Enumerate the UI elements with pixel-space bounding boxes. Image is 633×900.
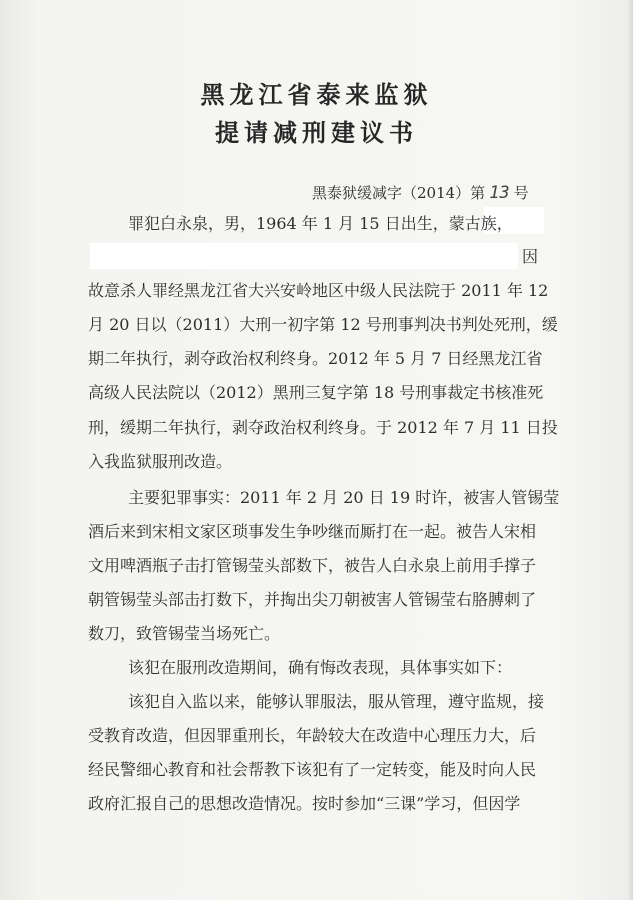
body-line: 该犯在服刑改造期间，确有悔改表现，具体事实如下：	[128, 658, 513, 677]
document-number	[312, 182, 529, 203]
body-line: 因	[522, 247, 539, 266]
document-title-prison: 黑龙江省泰来监狱	[200, 81, 433, 109]
body-line: 期二年执行，剥夺政治权利终身。2012 年 5 月 7 日经黑龙江省	[88, 349, 543, 368]
body-line: 刑，缓期二年执行，剥夺政治权利终身。于 2012 年 7 月 11 日投	[88, 418, 558, 437]
body-line: 政府汇报自己的思想改造情况。按时参加“三课”学习，但因学	[88, 794, 521, 813]
body-line: 故意杀人罪经黑龙江省大兴安岭地区中级人民法院于 2011 年 12	[88, 281, 549, 300]
document-number-suffix: 号	[513, 184, 529, 202]
redaction-box	[90, 243, 518, 269]
document-title-type: 提请减刑建议书	[215, 119, 418, 147]
body-line: 文用啤酒瓶子击打管锡莹头部数下，被告人白永泉上前用手撑子	[88, 556, 537, 575]
body-line: 朝管锡莹头部击打数下，并掏出尖刀朝被害人管锡莹右胳膊刺了	[88, 590, 537, 609]
document-number-prefix: 黑泰狱缓减字（2014）第	[312, 184, 486, 202]
document-number-handwritten: 13	[489, 183, 510, 203]
body-line: 酒后来到宋相文家区琐事发生争吵继而厮打在一起。被告人宋相	[88, 522, 537, 541]
body-line: 数刀，致管锡莹当场死亡。	[88, 624, 281, 643]
body-line: 经民警细心教育和社会帮教下该犯有了一定转变，能及时向人民	[88, 760, 537, 779]
body-line: 罪犯白永泉，男，1964 年 1 月 15 日出生，蒙古族，	[128, 214, 513, 233]
body-line: 该犯自入监以来，能够认罪服法，服从管理，遵守监规，接	[128, 692, 545, 711]
body-line: 高级人民法院以（2012）黑刑三复字第 18 号刑事裁定书核准死	[88, 383, 544, 402]
body-line: 主要犯罪事实：2011 年 2 月 20 日 19 时许，被害人管锡莹	[128, 488, 560, 507]
body-line: 受教育改造，但因罪重刑长，年龄较大在改造中心理压力大，后	[88, 726, 537, 745]
body-line: 入我监狱服刑改造。	[88, 452, 233, 471]
body-line: 月 20 日以（2011）大刑一初字第 12 号刑事判决书判处死刑，缓	[88, 315, 558, 334]
